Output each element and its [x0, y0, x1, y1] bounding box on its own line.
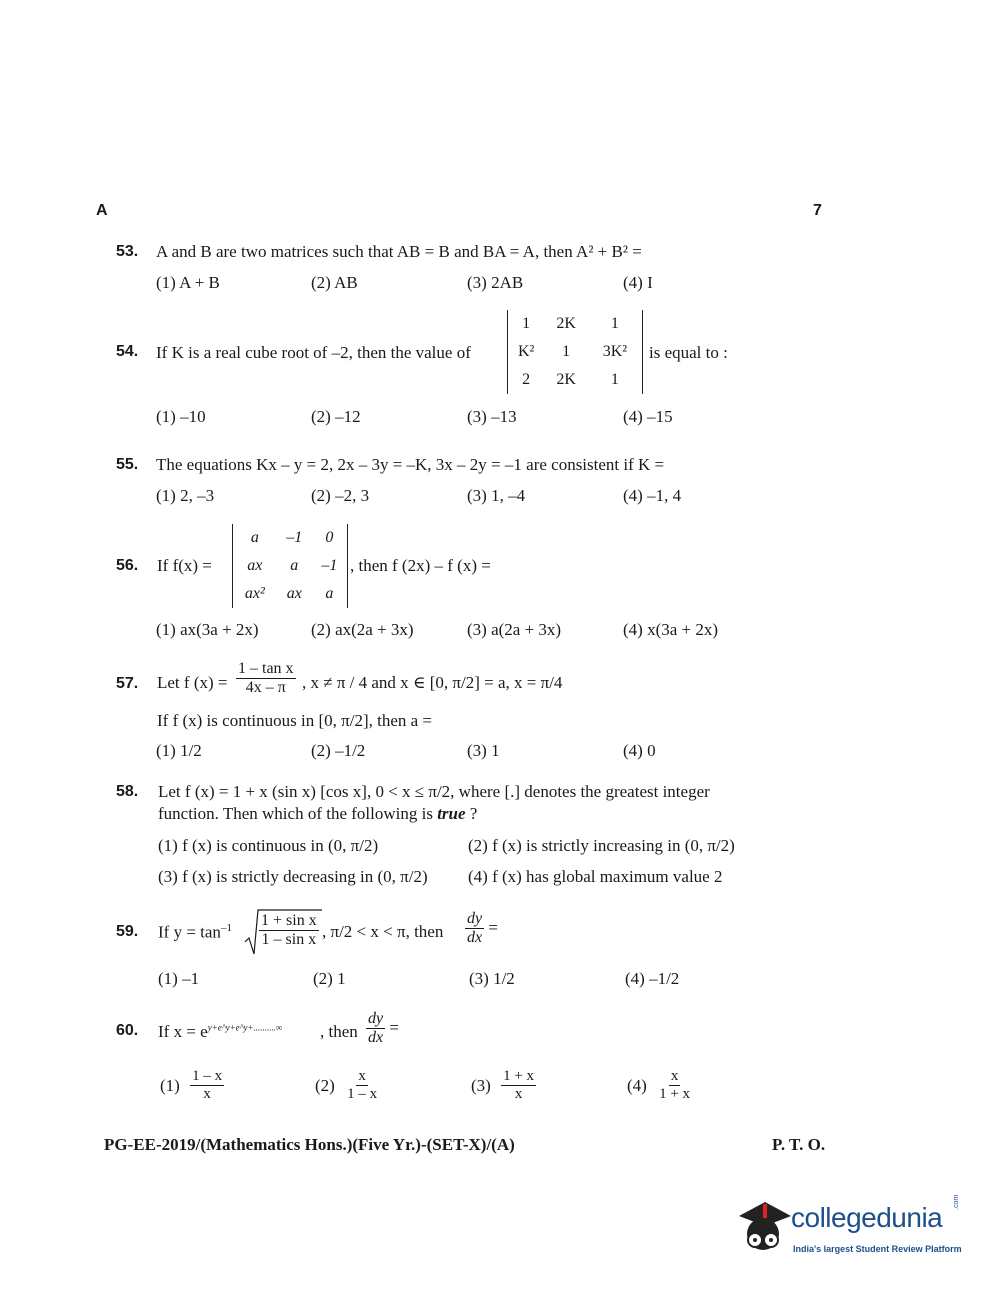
determinant	[232, 524, 348, 608]
option-denominator: 1 – x	[347, 1086, 378, 1103]
option-3: (3) f (x) is strictly decreasing in (0, π/2)	[158, 867, 428, 886]
option-3: (3) 1	[467, 741, 500, 760]
question-number: 58.	[116, 783, 139, 800]
equals-sign: =	[389, 1017, 399, 1037]
option-3: (3) 2AB	[467, 273, 524, 292]
logo-wordmark: collegedunia	[791, 1202, 943, 1233]
option-3: (3) 1, –4	[467, 486, 526, 505]
question-number: 56.	[116, 557, 139, 574]
question-number: 59.	[116, 923, 139, 940]
option-label: (1)	[160, 1075, 180, 1095]
det-cell: 1	[610, 315, 619, 332]
question-prefix	[158, 922, 232, 943]
question-number: 54.	[116, 343, 139, 360]
fraction-denominator: 4x – π	[245, 679, 286, 697]
determinant	[507, 310, 643, 394]
option-2: (2) 1	[313, 969, 346, 988]
det-cell: 1	[610, 371, 619, 388]
option-numerator: 1 – x	[190, 1068, 224, 1086]
logo-com: .com	[953, 1194, 960, 1210]
option-2: (2) –12	[311, 407, 361, 426]
option-1: (1) A + B	[156, 273, 220, 292]
collegedunia-logo	[733, 1196, 963, 1268]
option-denominator: x	[514, 1086, 523, 1103]
det-cell: 2	[522, 371, 531, 388]
fraction-numerator: 1 – tan x	[236, 660, 296, 679]
option-4: (4) I	[623, 273, 653, 292]
option-4: (4) –1, 4	[623, 486, 682, 505]
derivative-numerator: dy	[366, 1010, 385, 1029]
option-4: (4) –1/2	[625, 969, 680, 988]
option-denominator: x	[203, 1086, 211, 1103]
option-1: (1) ax(3a + 2x)	[156, 620, 259, 639]
question-prefix: Let f (x) =	[157, 673, 228, 692]
det-cell: 0	[325, 529, 334, 546]
option-4	[627, 1068, 692, 1104]
det-cell: ax	[247, 557, 263, 574]
det-cell: K²	[518, 343, 535, 360]
option-denominator: 1 + x	[659, 1086, 691, 1103]
option-1: (1) f (x) is continuous in (0, π/2)	[158, 836, 379, 855]
question-prefix	[158, 1022, 282, 1042]
section-letter: A	[96, 202, 108, 219]
option-1: (1) 1/2	[156, 741, 202, 760]
equals-sign: =	[488, 917, 498, 937]
derivative	[465, 910, 498, 948]
option-label: (4)	[627, 1075, 647, 1095]
question-line-1: Let f (x) = 1 + x (sin x) [cos x], 0 < x ≤ π/2, where [.] denotes the greatest integer	[158, 782, 710, 801]
superscript: –1	[220, 922, 232, 934]
option-label: (2)	[315, 1075, 335, 1095]
option-1	[160, 1068, 224, 1104]
option-3: (3) –13	[467, 407, 517, 426]
option-1: (1) –1	[158, 969, 200, 988]
question-text: If K is a real cube root of –2, then the value of	[156, 343, 471, 362]
derivative-numerator: dy	[465, 910, 484, 929]
derivative	[366, 1010, 399, 1048]
option-3: (3) a(2a + 3x)	[467, 620, 562, 639]
question-number: 60.	[116, 1022, 139, 1039]
det-cell: –1	[286, 529, 303, 546]
derivative-denominator: dx	[368, 1029, 384, 1047]
option-2: (2) AB	[311, 273, 358, 292]
det-cell: 2K	[556, 371, 576, 388]
paper-code: PG-EE-2019/(Mathematics Hons.)(Five Yr.)-(SET-X)/(A)	[104, 1135, 515, 1154]
square-root	[244, 908, 322, 956]
option-4: (4) –15	[623, 407, 673, 426]
page-number: 7	[813, 202, 822, 219]
option-label: (3)	[471, 1075, 491, 1095]
option-numerator: x	[669, 1068, 681, 1086]
pto-label: P. T. O.	[772, 1135, 826, 1154]
question-suffix: , then f (2x) – f (x) =	[350, 556, 491, 575]
det-cell: 1	[522, 315, 531, 332]
option-numerator: x	[356, 1068, 368, 1086]
option-1: (1) 2, –3	[156, 486, 215, 505]
option-3	[471, 1068, 536, 1104]
question-text: The equations Kx – y = 2, 2x – 3y = –K, 3x – 2y = –1 are consistent if K =	[156, 455, 665, 474]
option-2: (2) –2, 3	[311, 486, 370, 505]
option-2	[315, 1068, 379, 1104]
fraction-denominator: 1 – sin x	[261, 931, 317, 949]
question-suffix: , x ≠ π / 4 and x ∈ [0, π/2] = a, x = π/4	[302, 673, 563, 692]
option-1: (1) –10	[156, 407, 206, 426]
question-suffix: is equal to :	[649, 343, 728, 362]
det-cell: ax²	[244, 585, 265, 602]
question-line-2	[158, 804, 477, 824]
det-cell: a	[290, 557, 299, 574]
equation-base: If x = e	[158, 1022, 208, 1041]
question-line-2: If f (x) is continuous in [0, π/2], then a =	[157, 711, 433, 730]
det-cell: 2K	[556, 315, 576, 332]
tan-inverse: If y = tan	[158, 922, 221, 942]
derivative-denominator: dx	[467, 929, 483, 947]
option-4: (4) 0	[623, 741, 656, 760]
det-cell: 3K²	[602, 343, 628, 360]
option-3: (3) 1/2	[469, 969, 515, 988]
graduate-mascot-icon	[733, 1196, 793, 1260]
option-2: (2) ax(2a + 3x)	[311, 620, 414, 639]
option-2: (2) f (x) is strictly increasing in (0, π/2)	[468, 836, 735, 855]
exponent-tower: y+e^y+e^y+..........∞	[207, 1022, 283, 1033]
question-number: 57.	[116, 675, 139, 692]
question-prefix: If f(x) =	[157, 556, 212, 575]
det-cell: 1	[562, 343, 571, 360]
option-4: (4) f (x) has global maximum value 2	[468, 867, 723, 886]
option-2: (2) –1/2	[311, 741, 366, 760]
question-suffix: , π/2 < x < π, then	[322, 922, 444, 941]
fraction-numerator: 1 + sin x	[259, 912, 319, 931]
det-cell: –1	[321, 557, 338, 574]
det-cell: a	[250, 529, 259, 546]
emphasis-true: true	[437, 804, 466, 823]
det-cell: a	[325, 585, 334, 602]
question-line-2-suffix: ?	[465, 804, 478, 823]
option-numerator: 1 + x	[501, 1068, 536, 1086]
question-text: A and B are two matrices such that AB = B and BA = A, then A² + B² =	[156, 242, 642, 261]
question-line-2-prefix: function. Then which of the following is	[158, 804, 438, 823]
logo-tagline: India's largest Student Review Platform	[793, 1244, 962, 1254]
fraction	[236, 660, 296, 698]
question-suffix: , then	[320, 1022, 358, 1041]
det-cell: ax	[286, 585, 302, 602]
question-number: 53.	[116, 243, 139, 260]
option-4: (4) x(3a + 2x)	[623, 620, 719, 639]
question-number: 55.	[116, 456, 139, 473]
